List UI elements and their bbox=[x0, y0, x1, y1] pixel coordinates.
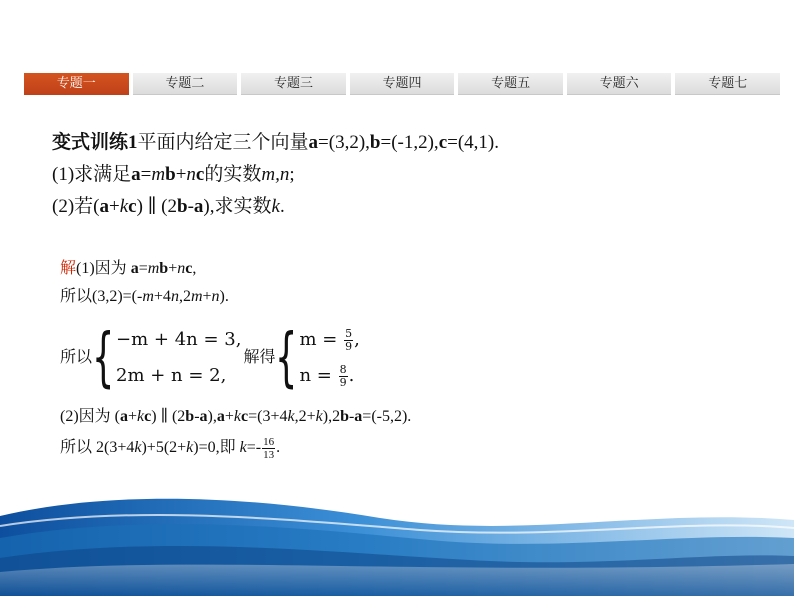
s4-minus: - bbox=[194, 408, 200, 425]
s4-val3: ),2 bbox=[322, 408, 341, 425]
frac-num: 5 bbox=[345, 326, 353, 340]
problem-line-3 bbox=[52, 191, 499, 223]
result-n-lhs: n = bbox=[299, 365, 332, 386]
q1-suffix: 的实数 bbox=[204, 164, 262, 185]
tab-topic-2[interactable]: 专题二 bbox=[133, 73, 238, 95]
topic-tab-bar bbox=[24, 73, 780, 95]
q2-end: . bbox=[279, 196, 285, 217]
s4-k3: k bbox=[287, 408, 295, 425]
q2-c: c bbox=[128, 196, 137, 217]
q2-k2: k bbox=[271, 196, 280, 217]
vec-b: b bbox=[369, 132, 381, 153]
q2-a2: a bbox=[193, 196, 204, 217]
problem-line-1 bbox=[52, 127, 499, 159]
s4-plus: + bbox=[128, 408, 138, 425]
s5-text: 所以 2(3+4 bbox=[60, 439, 135, 456]
result-n-end: . bbox=[348, 365, 355, 386]
s2-end: ). bbox=[219, 288, 229, 305]
q2-k: k bbox=[119, 196, 129, 217]
s4-val2: ,2+ bbox=[294, 408, 316, 425]
s2-n: n bbox=[170, 288, 179, 305]
frac-num: 8 bbox=[339, 362, 347, 376]
tab-topic-7[interactable]: 专题七 bbox=[675, 73, 780, 95]
tab-topic-1[interactable]: 专题一 bbox=[24, 73, 129, 95]
equation-system-row bbox=[60, 311, 411, 403]
s5-end: . bbox=[276, 439, 281, 456]
solution-line-2 bbox=[60, 283, 411, 311]
s1-text: (1)因为 bbox=[76, 260, 131, 277]
q1-m: m bbox=[151, 164, 166, 185]
s4-c2: c bbox=[241, 408, 249, 425]
s1-b: b bbox=[159, 260, 169, 277]
problem-line-2 bbox=[52, 159, 499, 191]
s1-c: c bbox=[185, 260, 193, 277]
s4-a: a bbox=[120, 408, 128, 425]
q2-plus: + bbox=[108, 196, 120, 217]
s5-mid: )+5(2+ bbox=[141, 439, 187, 456]
vec-c: c bbox=[438, 132, 448, 153]
s4-text: (2)因为 ( bbox=[60, 408, 120, 425]
tab-topic-5[interactable]: 专题五 bbox=[458, 73, 563, 95]
s2-text: 所以(3,2)=(- bbox=[60, 288, 143, 305]
result-m-end: , bbox=[354, 329, 360, 350]
tab-topic-6[interactable]: 专题六 bbox=[567, 73, 672, 95]
s4-par: ) ∥ (2 bbox=[151, 408, 186, 425]
q1-b: b bbox=[165, 164, 176, 185]
s1-end: , bbox=[192, 260, 197, 277]
s2-n2: n bbox=[211, 288, 220, 305]
left-brace-2: { bbox=[275, 321, 298, 395]
s2-mid: +4 bbox=[153, 288, 171, 305]
solution-line-4 bbox=[60, 403, 411, 431]
system-eq-1: −m + 4n = 3, bbox=[116, 329, 242, 350]
q1-end: ; bbox=[289, 164, 295, 185]
fraction-16-13 bbox=[262, 436, 275, 461]
s1-a: a bbox=[130, 260, 139, 277]
solution-block bbox=[60, 255, 411, 465]
vec-b-value: =(-1,2), bbox=[380, 132, 439, 153]
tab-topic-3[interactable]: 专题三 bbox=[241, 73, 346, 95]
q2-prefix: (2)若( bbox=[52, 196, 100, 217]
equation-system bbox=[60, 315, 360, 401]
s2-mid3: + bbox=[202, 288, 212, 305]
s5-mid2: )=0,即 bbox=[193, 439, 240, 456]
frac-den: 9 bbox=[345, 339, 353, 353]
q2-parallel: ) ∥ (2 bbox=[136, 196, 178, 217]
q2-b: b bbox=[177, 196, 188, 217]
s1-plus: + bbox=[168, 260, 178, 277]
decorative-wave-background bbox=[0, 468, 794, 596]
q1-vars: m,n bbox=[261, 164, 290, 185]
q1-n: n bbox=[186, 164, 196, 185]
result-n bbox=[299, 362, 359, 390]
solution-label: 解 bbox=[60, 260, 77, 277]
s4-k4: k bbox=[315, 408, 323, 425]
q2-a: a bbox=[99, 196, 109, 217]
result-m bbox=[299, 326, 359, 354]
s4-a4: a bbox=[354, 408, 363, 425]
left-brace: { bbox=[92, 321, 115, 395]
problem-title: 变式训练1 bbox=[52, 132, 138, 153]
tab-topic-4[interactable]: 专题四 bbox=[350, 73, 455, 95]
s4-a2: a bbox=[199, 408, 208, 425]
s5-k: k bbox=[134, 439, 142, 456]
wave-shine bbox=[0, 564, 794, 596]
s4-val: =(3+4 bbox=[248, 408, 288, 425]
s4-k: k bbox=[137, 408, 145, 425]
vec-a: a bbox=[308, 132, 319, 153]
jiede-label: 解得 bbox=[243, 349, 276, 366]
problem-statement bbox=[52, 127, 499, 223]
solution-line-5 bbox=[60, 431, 411, 465]
s2-m2: m bbox=[190, 288, 203, 305]
q1-a: a bbox=[131, 164, 141, 185]
result-m-lhs: m = bbox=[299, 329, 338, 350]
system-eq-2: 2m + n = 2, bbox=[116, 365, 227, 386]
s1-eq: = bbox=[138, 260, 148, 277]
s2-mid2: ,2 bbox=[178, 288, 191, 305]
s4-plus2: + bbox=[224, 408, 234, 425]
s1-n: n bbox=[177, 260, 186, 277]
q1-c: c bbox=[195, 164, 205, 185]
s2-m: m bbox=[142, 288, 154, 305]
system-results bbox=[299, 326, 359, 390]
s1-m: m bbox=[147, 260, 160, 277]
s5-k3: k bbox=[239, 439, 247, 456]
q1-plus: + bbox=[175, 164, 187, 185]
s4-b: b bbox=[185, 408, 195, 425]
s4-a3: a bbox=[216, 408, 225, 425]
s4-c: c bbox=[144, 408, 152, 425]
system-equations bbox=[116, 326, 241, 390]
s4-k2: k bbox=[233, 408, 241, 425]
s4-minus2: - bbox=[348, 408, 355, 425]
frac-den: 13 bbox=[263, 448, 275, 461]
problem-intro: 平面内给定三个向量 bbox=[137, 132, 309, 153]
vec-a-value: =(3,2), bbox=[318, 132, 370, 153]
vec-c-value: =(4,1). bbox=[447, 132, 499, 153]
s3-prefix: 所以 bbox=[60, 349, 93, 366]
s4-b2: b bbox=[340, 408, 349, 425]
q1-eq: = bbox=[140, 164, 152, 185]
fraction-5-9 bbox=[344, 328, 353, 353]
q2-minus: - bbox=[187, 196, 194, 217]
q1-prefix: (1)求满足 bbox=[52, 164, 132, 185]
solution-line-1 bbox=[60, 255, 411, 283]
frac-num: 16 bbox=[263, 435, 275, 448]
fraction-8-9 bbox=[339, 364, 348, 389]
s5-eq: =- bbox=[246, 439, 262, 456]
s4-close: ), bbox=[207, 408, 217, 425]
s4-end: =(-5,2). bbox=[362, 408, 412, 425]
frac-den: 9 bbox=[339, 375, 347, 389]
q2-suffix: ),求实数 bbox=[203, 196, 272, 217]
s5-k2: k bbox=[186, 439, 194, 456]
